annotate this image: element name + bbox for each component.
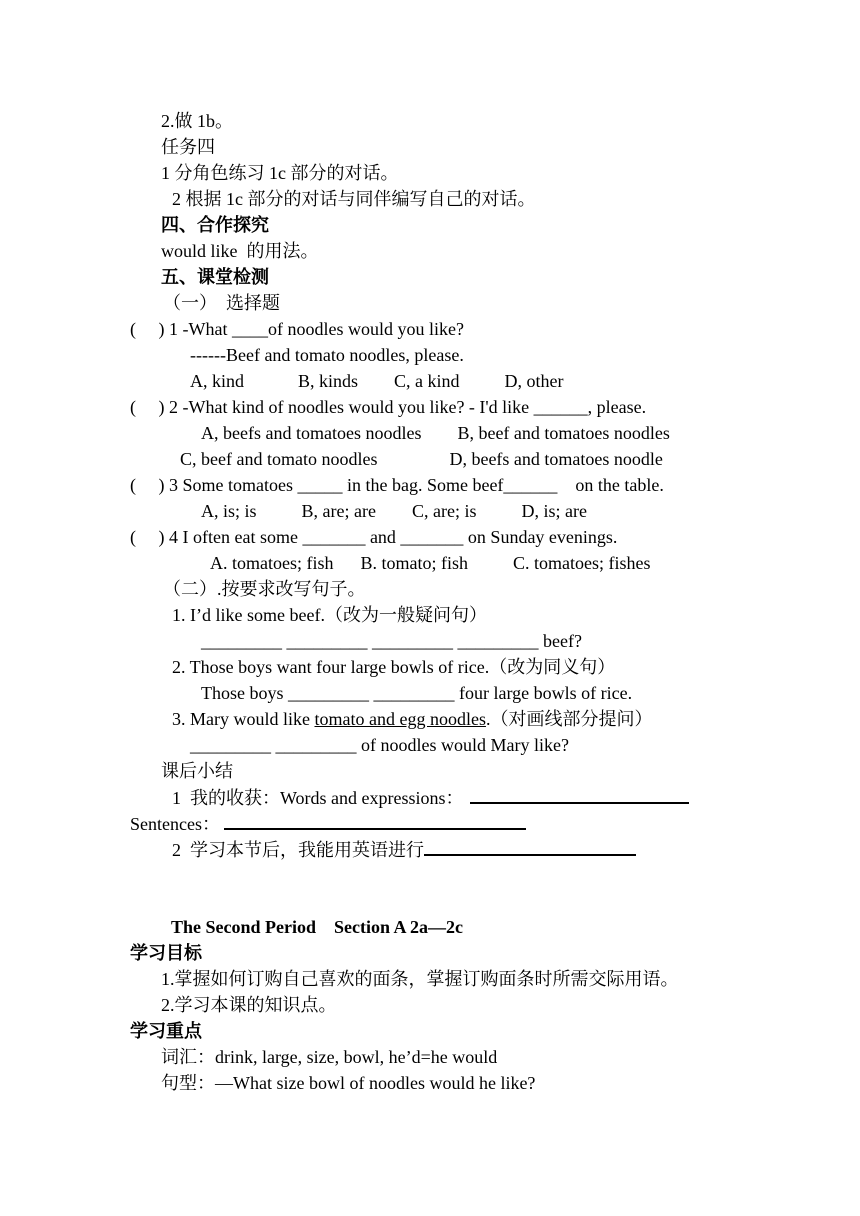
subsection-heading: （一） 选择题 [163,293,280,313]
question-4: ( ) 4 I often eat some _______ and _______ on Sunday evenings. [130,527,618,547]
question-4-options: A. tomatoes; fish B. tomato; fish C. tomatoes; fishes [210,553,651,573]
rewrite-3-suffix: .（对画线部分提问） [485,709,653,729]
rewrite-3 [172,708,652,730]
answer-underline [424,838,636,856]
rewrite-1: 1. I’d like some beef.（改为一般疑问句） [172,605,487,625]
summary-sentences [130,812,526,835]
task-heading: 任务四 [161,137,215,157]
goal-item: 1.掌握如何订购自己喜欢的面条，掌握订购面条时所需交际用语。 [161,969,679,989]
sentences-label: Sentences： [130,814,220,834]
subsection-heading: （二）.按要求改写句子。 [163,579,366,599]
task-line: 1 分角色练习 1c 部分的对话。 [161,163,399,183]
summary-line-1 [172,786,689,809]
summary-label: 2 学习本节后，我能用英语进行 [172,840,424,860]
answer-underline [470,786,689,804]
question-1: ( ) 1 -What ____of noodles would you like? [130,319,464,339]
section-heading: 四、合作探究 [161,215,269,235]
question-3: ( ) 3 Some tomatoes _____ in the bag. Some beef______ on the table. [130,475,664,495]
answer-underline [224,812,526,830]
sentence-pattern-line: 句型：—What size bowl of noodles would he like? [161,1073,536,1093]
question-1-options: A, kind B, kinds C, a kind D, other [190,371,564,391]
goal-item: 2.学习本课的知识点。 [161,995,337,1015]
underlined-phrase: tomato and egg noodles [314,709,486,729]
section-text: would like 的用法。 [161,241,319,261]
question-2: ( ) 2 -What kind of noodles would you like? - I'd like ______, please. [130,397,647,417]
rewrite-3-blank: _________ _________ of noodles would Mary like? [190,735,569,755]
question-3-options: A, is; is B, are; are C, are; is D, is; are [201,501,587,521]
summary-heading: 课后小结 [161,761,233,781]
rewrite-3-prefix: 3. Mary would like [172,709,315,729]
period-title: The Second Period Section A 2a—2c [171,917,463,937]
rewrite-1-blank: _________ _________ _________ _________ beef? [201,631,582,651]
summary-line-2 [172,838,636,861]
goals-heading: 学习目标 [130,943,202,963]
rewrite-2: 2. Those boys want four large bowls of rice.（改为同义句） [172,657,616,677]
rewrite-2-blank: Those boys _________ _________ four large bowls of rice. [201,683,633,703]
task-line: 2 根据 1c 部分的对话与同伴编写自己的对话。 [172,189,536,209]
section-heading: 五、课堂检测 [161,267,269,287]
question-2-options: C, beef and tomato noodles D, beefs and tomatoes noodle [180,449,663,469]
vocabulary-line: 词汇：drink, large, size, bowl, he’d=he would [161,1047,498,1067]
question-1-answer: ------Beef and tomato noodles, please. [190,345,464,365]
key-points-heading: 学习重点 [130,1021,202,1041]
question-2-options: A, beefs and tomatoes noodles B, beef and tomatoes noodles [201,423,670,443]
task-line: 2.做 1b。 [161,111,233,131]
summary-label: 1 我的收获：Words and expressions： [172,788,464,808]
